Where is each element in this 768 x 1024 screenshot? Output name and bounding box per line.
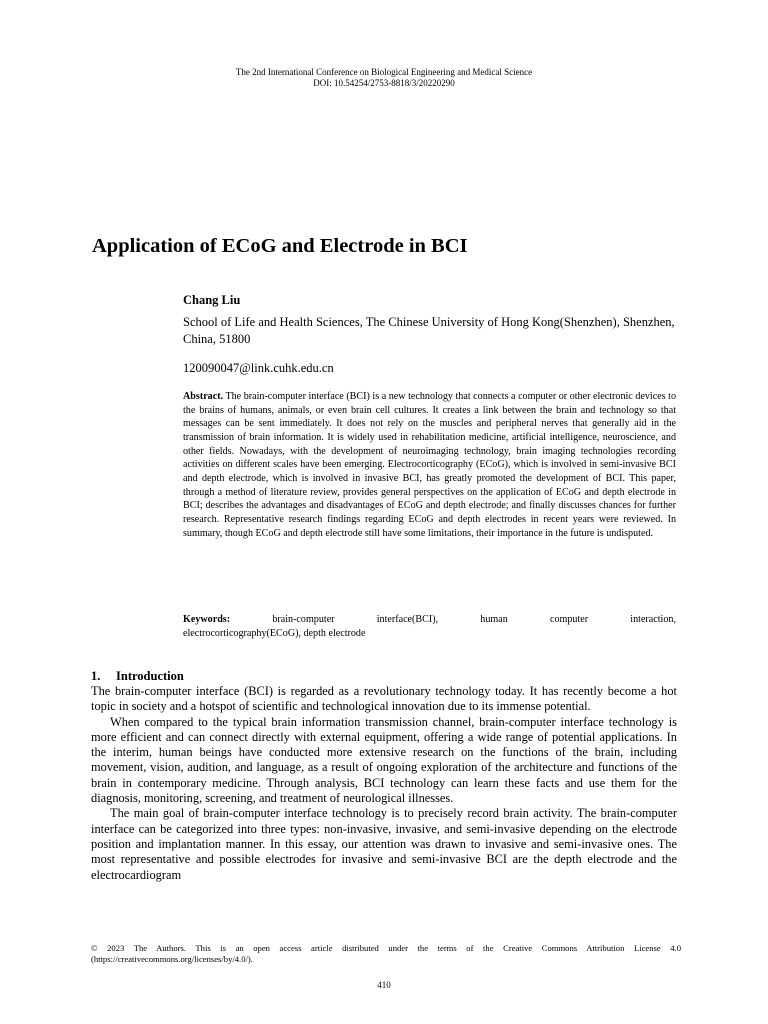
intro-paragraph-2: When compared to the typical brain information transmission channel, brain-computer interface technology is more efficient and can connect directly with external equipment, offering a wide range of potential applications. In the interim, human beings have conducted more extensive research on the functions of the brain, including movement, vision, audition, and language, as a result of ongoing exploration of the architecture and functions of the brain in contemporary medicine. Through analysis, BCI technology can learn these facts and use them for the diagnosis, monitoring, screening, and treatment of neurological illnesses. bbox=[91, 714, 677, 806]
paper-title: Application of ECoG and Electrode in BCI bbox=[92, 235, 468, 257]
section-heading-introduction bbox=[91, 668, 184, 684]
doi[interactable]: DOI: 10.54254/2753-8818/3/20220290 bbox=[313, 78, 455, 88]
keywords-line-2: electrocorticography(ECoG), depth electrode bbox=[183, 628, 366, 639]
author-name: Chang Liu bbox=[183, 293, 241, 307]
keywords-label: Keywords: bbox=[183, 614, 231, 625]
section-number: 1. bbox=[91, 669, 101, 683]
author-email[interactable]: 120090047@link.cuhk.edu.cn bbox=[183, 361, 334, 375]
author-affiliation: School of Life and Health Sciences, The Chinese University of Hong Kong(Shenzhen), Shenzhen, China, 51800 bbox=[183, 315, 675, 346]
page-number: 410 bbox=[377, 980, 391, 990]
abstract-text: The brain-computer interface (BCI) is a new technology that connects a computer or other electronic devices to the brains of humans, animals, or even brain cell cultures. It creates a link between the brain and technology so that messages can be sent immediately. It does not rely on the muscles and peripheral nerves that generally aid in the transmission of brain information. It is widely used in rehabilitation medicine, artificial intelligence, neuroscience, and other fields. Nowadays, with the development of neuroimaging technology, brain imaging technologies recording activities on different scales have been emerging. Electrocorticography (ECoG), which is involved in semi-invasive BCI and depth electrode, which is involved in invasive BCI, has greatly promoted the development of BCI. This paper, through a method of literature review, provides general perspectives on the application of ECoG and depth electrode in BCI; describes the advantages and disadvantages of ECoG and depth electrode; and finally discusses chances for further research. Representative research findings regarding ECoG and depth electrodes in recent years were reviewed. In summary, though ECoG and depth electrode still have some limitations, their importance in the future is undisputed. bbox=[183, 391, 676, 539]
keywords-line-1: brain-computer interface(BCI), human computer interaction, bbox=[272, 614, 676, 625]
license-notice: © 2023 The Authors. This is an open access article distributed under the terms of the Creative Commons Attribution License 4.0 (https://creativecommons.org/licenses/by/4.0/). bbox=[91, 943, 681, 964]
intro-paragraph-3: The main goal of brain-computer interface technology is to precisely record brain activity. The brain-computer interface can be categorized into three types: non-invasive, invasive, and semi-invasive depending on the electrode position and implantation manner. In this essay, our attention was drawn to invasive and semi-invasive ones. The most representative and possible electrodes for invasive and semi-invasive BCI are the depth electrode and the electrocardiogram bbox=[91, 806, 677, 882]
page-header bbox=[0, 67, 768, 89]
keywords bbox=[183, 613, 676, 641]
abstract bbox=[183, 390, 676, 540]
abstract-label: Abstract. bbox=[183, 391, 224, 402]
intro-paragraph-1: The brain-computer interface (BCI) is regarded as a revolutionary technology today. It has recently become a hot topic in society and a hotspot of scientific and technological innovation due to its immense potential. bbox=[91, 684, 677, 714]
section-title: Introduction bbox=[116, 669, 184, 683]
introduction-body bbox=[91, 684, 677, 883]
conference-name: The 2nd International Conference on Biological Engineering and Medical Science bbox=[235, 67, 533, 77]
